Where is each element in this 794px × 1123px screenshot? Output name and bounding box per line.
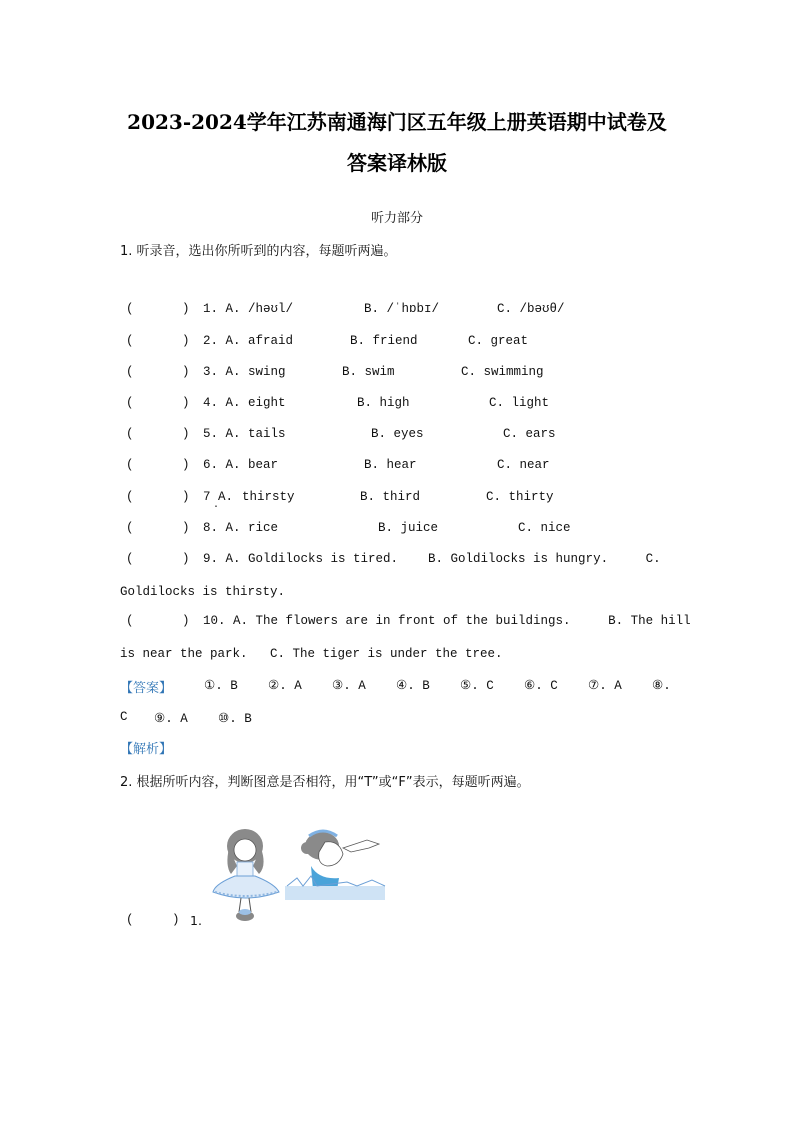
answer-7: ⑦. A [588, 679, 622, 693]
answer-bracket-open: ( [126, 490, 134, 504]
item-number: 2. A. [203, 334, 241, 348]
option-c: C. nice [518, 521, 571, 535]
answer-bracket-close: ) [182, 521, 190, 535]
option-b: B. /ˈhɒbɪ/ [364, 302, 440, 316]
answer-bracket-close: ) [172, 913, 180, 927]
item-number: 7 A. [203, 490, 234, 504]
answer-6: ⑥. C [524, 679, 558, 693]
option-a: afraid [248, 334, 294, 348]
option-c: C. near [497, 458, 550, 472]
answer-4: ④. B [396, 679, 430, 693]
option-a: /həʊl/ [248, 302, 294, 316]
answer-bracket-close: ) [182, 614, 190, 628]
answer-bracket-close: ) [182, 396, 190, 410]
answer-bracket-close: ) [182, 302, 190, 316]
item-10-text-line1: 10. A. The flowers are in front of the buildings. B. The hill [203, 614, 691, 628]
answer-bracket-close: ) [182, 365, 190, 379]
answer-bracket-close: ) [182, 552, 190, 566]
analysis-label: 【解析】 [120, 742, 173, 757]
answer-10: ⑩. B [218, 712, 252, 726]
option-a: eight [248, 396, 286, 410]
option-c: C. thirty [486, 490, 554, 504]
item-10-text-line2: is near the park. C. The tiger is under the tree. [120, 647, 503, 661]
answer-8-part: ⑧. [652, 679, 671, 693]
item-9-text-line1: 9. A. Goldilocks is tired. B. Goldilocks is hungry. C. [203, 552, 661, 566]
answer-bracket-open: ( [126, 552, 134, 566]
question-1-instruction: 1. 听录音，选出你所听到的内容，每题听两遍。 [120, 244, 397, 259]
answer-bracket-open: ( [126, 396, 134, 410]
answer-bracket-open: ( [126, 913, 134, 927]
item-9-text-line2: Goldilocks is thirsty. [120, 585, 286, 599]
option-a: tails [248, 427, 286, 441]
item-number: 6. A. [203, 458, 241, 472]
item-number: 3. A. [203, 365, 241, 379]
option-a: swing [248, 365, 286, 379]
option-b: B. hear [364, 458, 417, 472]
option-c: C. swimming [461, 365, 544, 379]
girls-dancing-swimming-picture [207, 826, 387, 926]
answer-2: ②. A [268, 679, 302, 693]
option-a: rice [248, 521, 279, 535]
answer-3: ③. A [332, 679, 366, 693]
answer-bracket-close: ) [182, 334, 190, 348]
document-title-line2: 答案译林版 [347, 151, 447, 175]
option-b: B. friend [350, 334, 418, 348]
item-number: 1. [190, 913, 202, 928]
option-b: B. high [357, 396, 410, 410]
section-heading: 听力部分 [370, 211, 423, 226]
answer-bracket-open: ( [126, 427, 134, 441]
answer-8-value: C [120, 710, 128, 724]
option-a: thirsty [242, 490, 295, 504]
option-c: C. ears [503, 427, 556, 441]
option-b: B. third [360, 490, 421, 504]
answer-9: ⑨. A [154, 712, 188, 726]
answer-5: ⑤. C [460, 679, 494, 693]
item-number: 1. A. [203, 302, 241, 316]
option-b: B. eyes [371, 427, 424, 441]
option-a: bear [248, 458, 279, 472]
answer-bracket-close: ) [182, 490, 190, 504]
answer-label: 【答案】 [120, 681, 173, 696]
answer-bracket-open: ( [126, 334, 134, 348]
option-b: B. swim [342, 365, 395, 379]
document-title-line1: 2023-2024学年江苏南通海门区五年级上册英语期中试卷及 [127, 110, 667, 134]
answer-bracket-open: ( [126, 365, 134, 379]
item-number: 4. A. [203, 396, 241, 410]
answer-bracket-open: ( [126, 458, 134, 472]
question-2-instruction: 2. 根据所听内容，判断图意是否相符，用“T”或“F”表示，每题听两遍。 [120, 775, 530, 790]
answer-bracket-close: ) [182, 427, 190, 441]
option-c: C. great [468, 334, 529, 348]
answer-1: ①. B [204, 679, 238, 693]
option-c: C. light [489, 396, 550, 410]
answer-bracket-close: ) [182, 458, 190, 472]
item-number: 8. A. [203, 521, 241, 535]
stray-dot-mark: · [213, 502, 220, 513]
answer-bracket-open: ( [126, 614, 134, 628]
answer-bracket-open: ( [126, 521, 134, 535]
option-b: B. juice [378, 521, 439, 535]
option-c: C. /bəʊθ/ [497, 302, 565, 316]
item-number: 5. A. [203, 427, 241, 441]
answer-bracket-open: ( [126, 302, 134, 316]
